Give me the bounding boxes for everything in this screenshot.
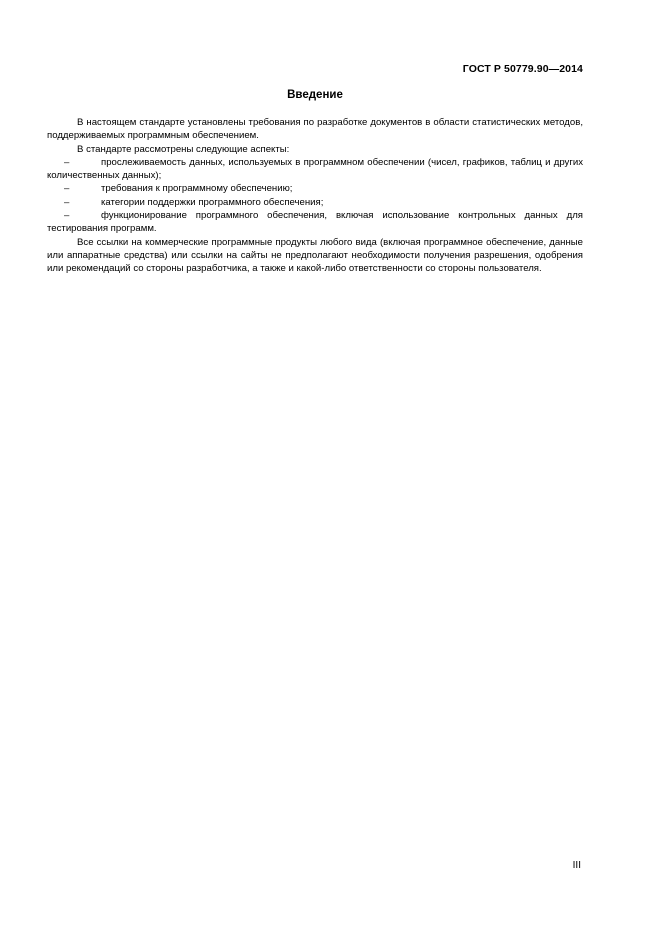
page-number: III xyxy=(572,860,581,871)
document-body xyxy=(47,116,583,276)
document-code: ГОСТ Р 50779.90—2014 xyxy=(462,63,583,75)
list-dash: – xyxy=(64,196,70,208)
list-item xyxy=(47,156,583,183)
list-item-text: прослеживаемость данных, используемых в программном обеспечении (чисел, графиков, таблиц и других количественных данных); xyxy=(47,156,583,182)
list-dash: – xyxy=(64,183,70,195)
list-item-text: требования к программному обеспечению; xyxy=(101,183,293,195)
list-dash: – xyxy=(64,156,70,168)
list-item-text: категории поддержки программного обеспечения; xyxy=(101,196,324,208)
list-item xyxy=(47,182,583,195)
list-dash: – xyxy=(64,210,70,222)
intro-paragraph: В настоящем стандарте установлены требования по разработке документов в области статистических методов, поддерживаемых программным обеспечением. xyxy=(47,117,583,142)
disclaimer-paragraph: Все ссылки на коммерческие программные продукты любого вида (включая программное обеспечение, данные или аппаратные средства) или ссылки на сайты не предполагают необходимости получения разрешения, одобрения или рекомендаций со стороны разработчика, а также и какой-либо ответственности со стороны пользователя. xyxy=(47,236,583,275)
aspects-intro: В стандарте рассмотрены следующие аспекты: xyxy=(77,143,290,155)
list-item xyxy=(47,196,583,209)
list-item-text: функционирование программного обеспечения, включая использование контрольных данных для тестирования программ. xyxy=(47,210,583,235)
section-title: Введение xyxy=(287,89,343,101)
list-item xyxy=(47,209,583,236)
